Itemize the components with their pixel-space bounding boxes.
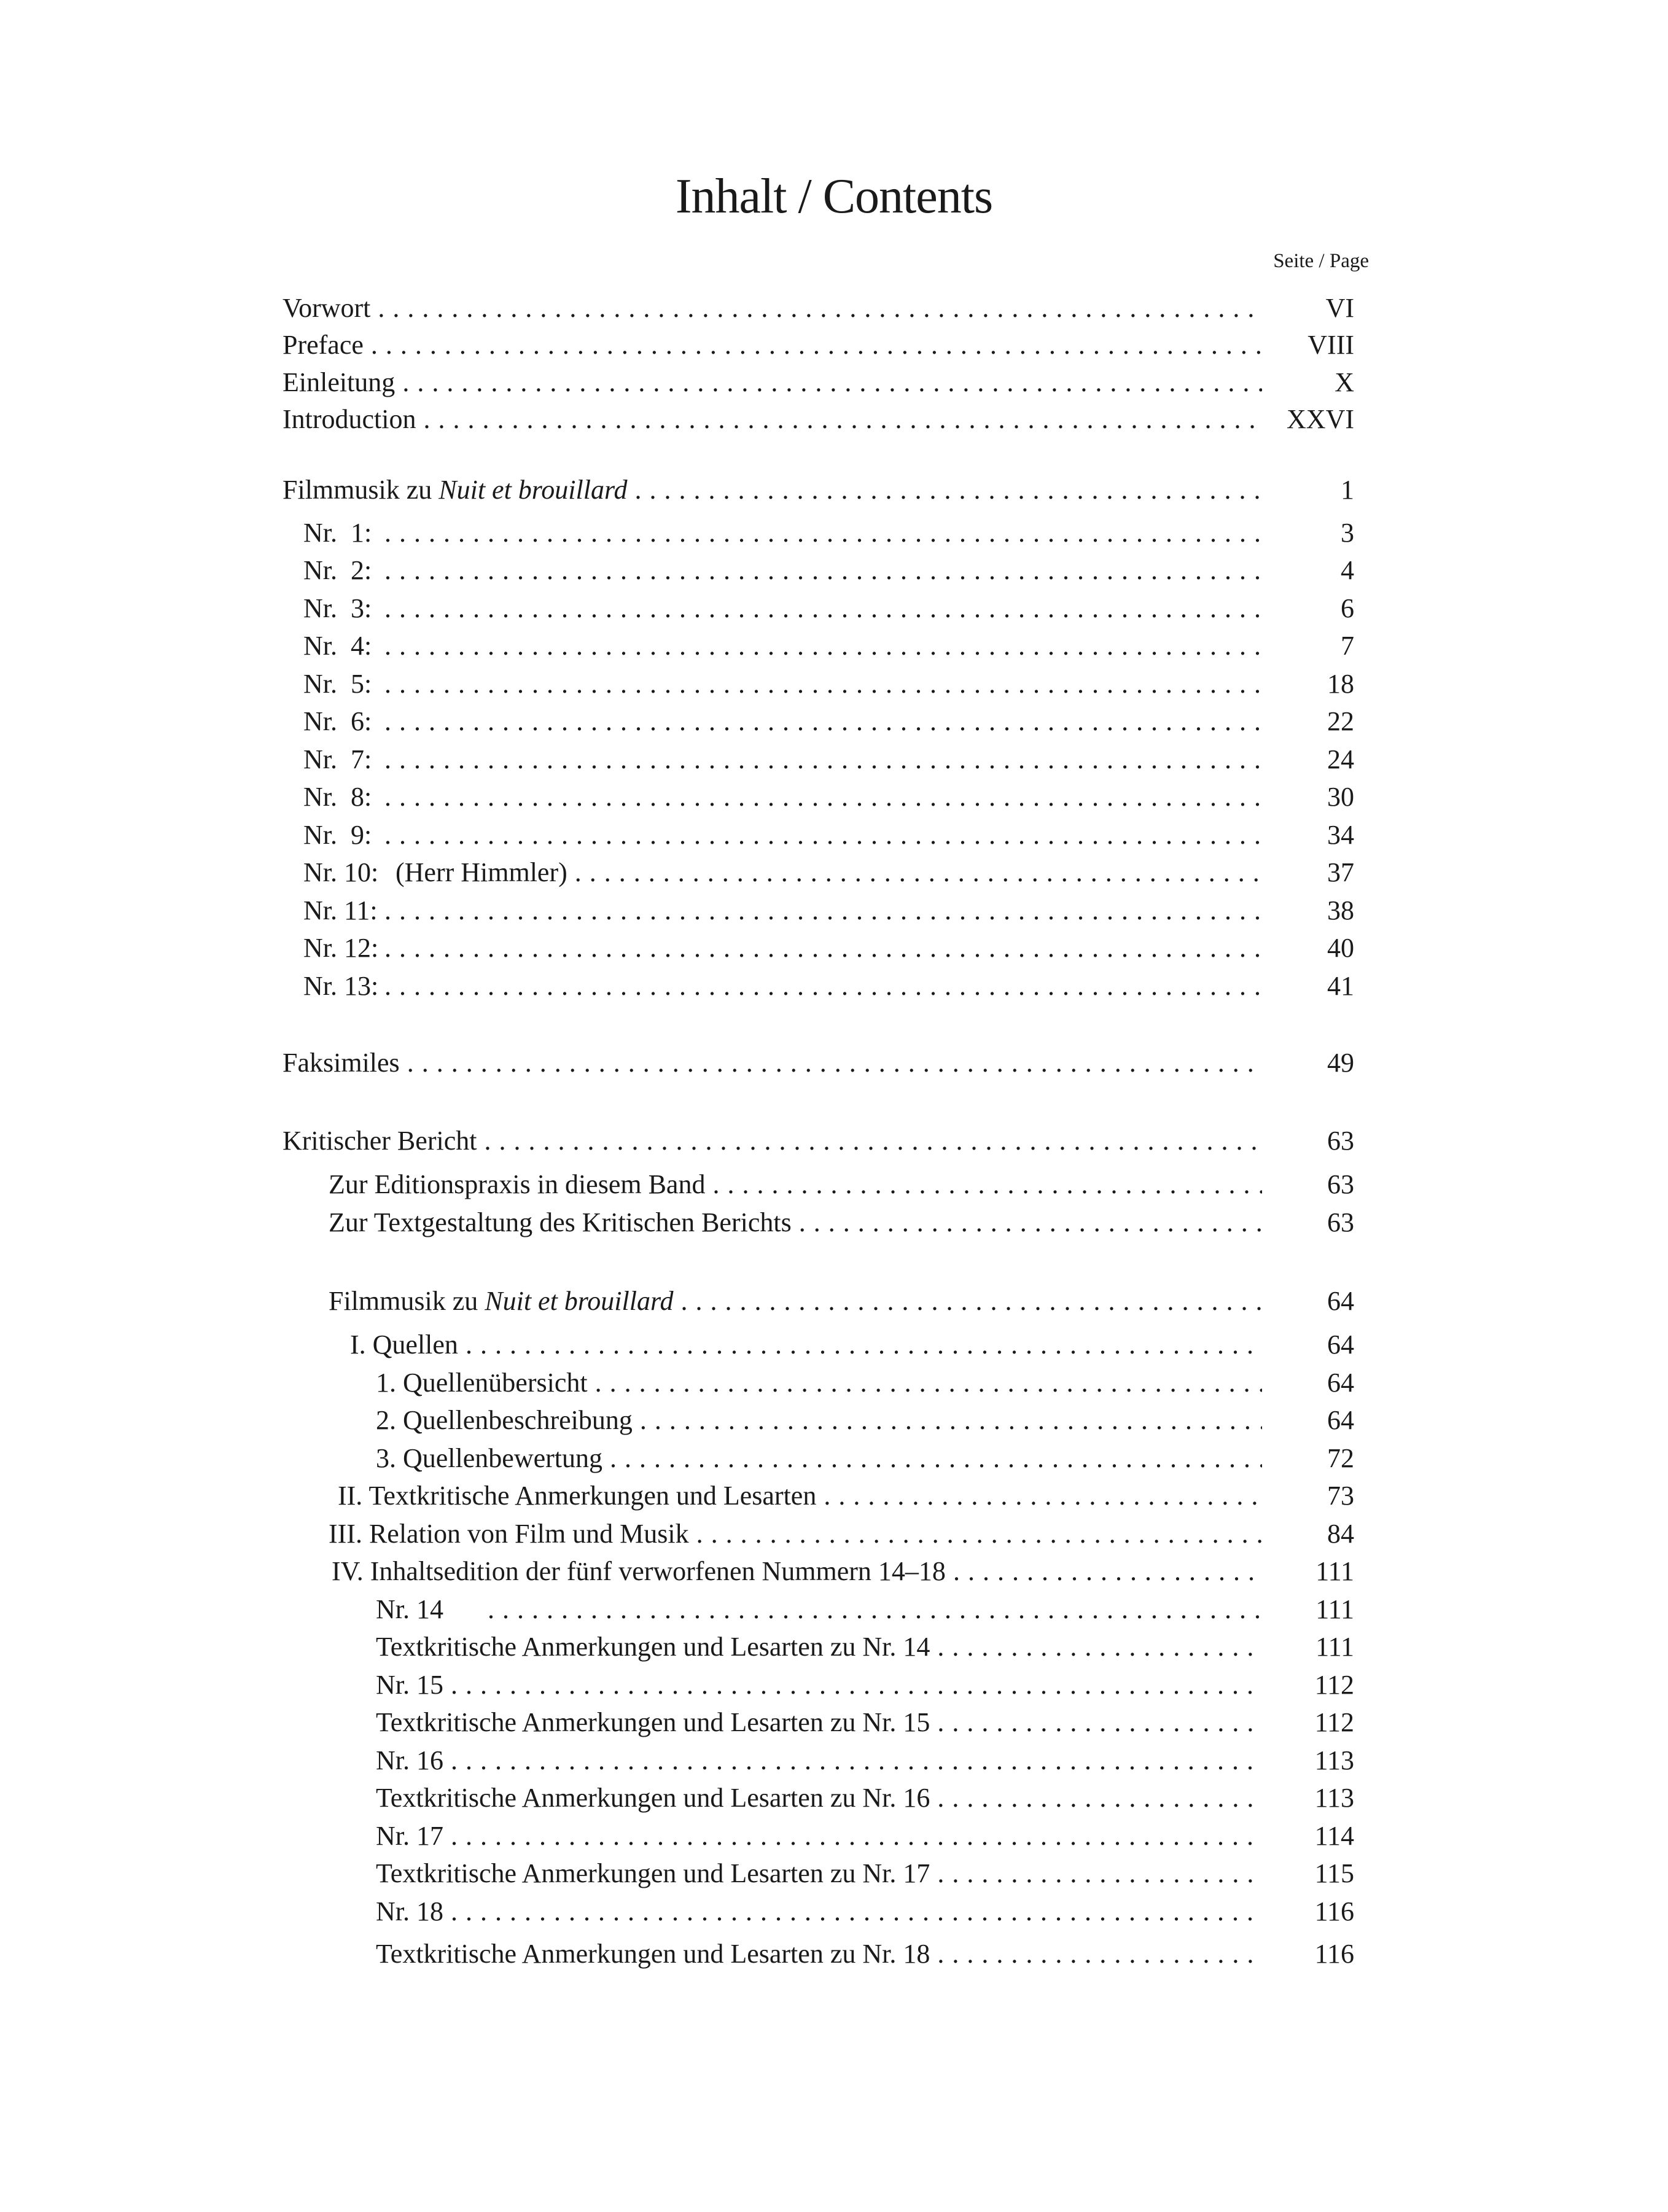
toc-row-nr-17[interactable] xyxy=(283,1818,1354,1855)
toc-page-number: 64 xyxy=(1262,1365,1354,1401)
toc-page-number: 30 xyxy=(1262,779,1354,816)
toc-page-number: 113 xyxy=(1262,1780,1354,1817)
toc-page-number: 1 xyxy=(1262,472,1354,508)
toc-row-editionspraxis[interactable] xyxy=(283,1166,1354,1203)
toc-page-number: 64 xyxy=(1262,1326,1354,1363)
toc-row-nr-9[interactable] xyxy=(283,817,1354,854)
toc-entry-label: Nr. 2: . . . xyxy=(283,552,1262,589)
toc-entry-label: Nr. 11: . . . xyxy=(283,892,1262,929)
toc-row-nr-6[interactable] xyxy=(283,703,1354,740)
toc-page-number: 84 xyxy=(1262,1516,1354,1552)
toc-row-lesarten-nr-15[interactable] xyxy=(283,1704,1354,1741)
toc-entry-label: Nr. 3: . . . xyxy=(283,590,1262,627)
toc-row-filmmusik[interactable] xyxy=(283,472,1354,508)
toc-row-quellenbeschreibung[interactable] xyxy=(283,1402,1354,1439)
toc-row-inhaltsedition[interactable] xyxy=(283,1553,1354,1590)
toc-entry-label: II. Textkritische Anmerkungen und Lesarten . . . xyxy=(283,1478,1262,1514)
toc-entry-label: Zur Editionspraxis in diesem Band . . . xyxy=(283,1166,1262,1203)
toc-row-nr-11[interactable] xyxy=(283,892,1354,929)
toc-row-nr-1[interactable] xyxy=(283,515,1354,551)
toc-page-number: 112 xyxy=(1262,1667,1354,1704)
toc-page-number: 7 xyxy=(1262,628,1354,664)
toc-entry-label: Introduction . . . xyxy=(283,401,1262,438)
toc-entry-label: Kritischer Bericht . . . xyxy=(283,1123,1262,1159)
toc-row-relation-film-musik[interactable] xyxy=(283,1516,1354,1552)
toc-entry-label: Nr. 1: . . . xyxy=(283,515,1262,551)
toc-page-number: 3 xyxy=(1262,515,1354,551)
toc-page-number: 114 xyxy=(1262,1818,1354,1855)
toc-row-nr-3[interactable] xyxy=(283,590,1354,627)
toc-page-number: 37 xyxy=(1262,854,1354,891)
toc-page-number: 4 xyxy=(1262,552,1354,589)
toc-row-faksimiles[interactable] xyxy=(283,1045,1354,1081)
toc-entry-label: Nr. 17 . . . xyxy=(283,1818,1262,1855)
toc-row-lesarten-nr-14[interactable] xyxy=(283,1629,1354,1665)
toc-page-number: 111 xyxy=(1262,1629,1354,1665)
toc-entry-label: Nr. 8: . . . xyxy=(283,779,1262,816)
toc-row-nr-15[interactable] xyxy=(283,1667,1354,1704)
toc-row-quellen[interactable] xyxy=(283,1326,1354,1363)
toc-entry-label: Nr. 16 . . . xyxy=(283,1742,1262,1779)
toc-row-textgestaltung[interactable] xyxy=(283,1204,1354,1241)
toc-row-kritischer-bericht[interactable] xyxy=(283,1123,1354,1159)
toc-entry-label: 1. Quellenübersicht . . . xyxy=(283,1365,1262,1401)
toc-row-nr-2[interactable] xyxy=(283,552,1354,589)
toc-row-nr-5[interactable] xyxy=(283,666,1354,703)
toc-page-number: 113 xyxy=(1262,1742,1354,1779)
toc-page-number: 64 xyxy=(1262,1283,1354,1320)
toc-entry-label: Nr. 5: . . . xyxy=(283,666,1262,703)
toc-entry-label: 3. Quellenbewertung . . . xyxy=(283,1440,1262,1477)
toc-row-textkritische-anmerkungen[interactable] xyxy=(283,1478,1354,1514)
toc-page-number: 41 xyxy=(1262,968,1354,1005)
toc-entry-label: Nr. 13: . . . xyxy=(283,968,1262,1005)
toc-page-number: 64 xyxy=(1262,1402,1354,1439)
toc-entry-label: Nr. 9: . . . xyxy=(283,817,1262,854)
toc-page-number: 116 xyxy=(1262,1893,1354,1930)
toc-entry-label: Nr. 14 . . . xyxy=(283,1591,1262,1628)
toc-page-number: 38 xyxy=(1262,892,1354,929)
toc-entry-label: Nr. 7: . . . xyxy=(283,741,1262,778)
toc-page-number: 63 xyxy=(1262,1166,1354,1203)
toc-row-nr-14[interactable] xyxy=(283,1591,1354,1628)
toc-row-lesarten-nr-16[interactable] xyxy=(283,1780,1354,1817)
page-title: Inhalt / Contents xyxy=(675,169,993,224)
toc-page-number: 111 xyxy=(1262,1553,1354,1590)
toc-page-number: 34 xyxy=(1262,817,1354,854)
toc-entry-label: Filmmusik zu Nuit et brouillard . . . xyxy=(283,1283,1262,1320)
toc-row-nr-8[interactable] xyxy=(283,779,1354,816)
toc-row-introduction[interactable] xyxy=(283,401,1354,438)
toc-entry-label: Nr. 6: . . . xyxy=(283,703,1262,740)
toc-row-nr-13[interactable] xyxy=(283,968,1354,1005)
toc-row-nr-16[interactable] xyxy=(283,1742,1354,1779)
toc-page-number: 22 xyxy=(1262,703,1354,740)
toc-page-number: X xyxy=(1262,364,1354,401)
toc-row-nr-18[interactable] xyxy=(283,1893,1354,1930)
toc-row-nr-4[interactable] xyxy=(283,628,1354,664)
toc-entry-label: 2. Quellenbeschreibung . . . xyxy=(283,1402,1262,1439)
toc-row-nr-7[interactable] xyxy=(283,741,1354,778)
toc-entry-label: Textkritische Anmerkungen und Lesarten zu Nr. 18 . . . xyxy=(283,1936,1262,1972)
toc-entry-label: Nr. 10: (Herr Himmler) . . . xyxy=(283,854,1262,891)
toc-entry-label: Filmmusik zu Nuit et brouillard . . . xyxy=(283,472,1262,508)
toc-entry-label: I. Quellen . . . xyxy=(283,1326,1262,1363)
toc-page-number: 49 xyxy=(1262,1045,1354,1081)
toc-entry-label: Einleitung . . . xyxy=(283,364,1262,401)
toc-row-report-filmmusik[interactable] xyxy=(283,1283,1354,1320)
toc-page-number: 6 xyxy=(1262,590,1354,627)
toc-page-number: 63 xyxy=(1262,1123,1354,1159)
toc-page-number: VI xyxy=(1262,290,1354,327)
toc-page-number: 40 xyxy=(1262,930,1354,967)
toc-entry-label: Zur Textgestaltung des Kritischen Berichts . . . xyxy=(283,1204,1262,1241)
toc-page-number: 72 xyxy=(1262,1440,1354,1477)
toc-row-nr-10[interactable] xyxy=(283,854,1354,891)
page-column-heading: Seite / Page xyxy=(1273,250,1369,272)
toc-entry-label: Vorwort . . . xyxy=(283,290,1262,327)
toc-row-nr-12[interactable] xyxy=(283,930,1354,967)
toc-row-einleitung[interactable] xyxy=(283,364,1354,401)
toc-page-number: 18 xyxy=(1262,666,1354,703)
toc-page-number: 24 xyxy=(1262,741,1354,778)
toc-entry-label: Textkritische Anmerkungen und Lesarten zu Nr. 17 . . . xyxy=(283,1855,1262,1892)
toc-entry-label: Nr. 12: . . . xyxy=(283,930,1262,967)
toc-row-vorwort[interactable] xyxy=(283,290,1354,327)
toc-page-number: 116 xyxy=(1262,1936,1354,1972)
toc-entry-label: Nr. 15 . . . xyxy=(283,1667,1262,1704)
toc-entry-label: Nr. 18 . . . xyxy=(283,1893,1262,1930)
toc-entry-label: IV. Inhaltsedition der fünf verworfenen Nummern 14–18 . . . xyxy=(283,1553,1262,1590)
toc-page-number: 63 xyxy=(1262,1204,1354,1241)
toc-page-number: 115 xyxy=(1262,1855,1354,1892)
toc-entry-label: III. Relation von Film und Musik . . . xyxy=(283,1516,1262,1552)
toc-entry-label: Faksimiles . . . xyxy=(283,1045,1262,1081)
toc-entry-label: Nr. 4: . . . xyxy=(283,628,1262,664)
toc-page-number: VIII xyxy=(1262,327,1354,364)
toc-page-number: 112 xyxy=(1262,1704,1354,1741)
toc-page-number: 111 xyxy=(1262,1591,1354,1628)
toc-row-quellenbewertung[interactable] xyxy=(283,1440,1354,1477)
toc-page-number: 73 xyxy=(1262,1478,1354,1514)
toc-row-lesarten-nr-17[interactable] xyxy=(283,1855,1354,1892)
toc-entry-label: Textkritische Anmerkungen und Lesarten zu Nr. 15 . . . xyxy=(283,1704,1262,1741)
toc-row-quellenuebersicht[interactable] xyxy=(283,1365,1354,1401)
toc-entry-label: Textkritische Anmerkungen und Lesarten zu Nr. 14 . . . xyxy=(283,1629,1262,1665)
toc-row-lesarten-nr-18[interactable] xyxy=(283,1936,1354,1972)
toc-page-number: XXVI xyxy=(1262,401,1354,438)
toc-row-preface[interactable] xyxy=(283,327,1354,364)
toc-entry-label: Textkritische Anmerkungen und Lesarten zu Nr. 16 . . . xyxy=(283,1780,1262,1817)
toc-entry-label: Preface . . . xyxy=(283,327,1262,364)
